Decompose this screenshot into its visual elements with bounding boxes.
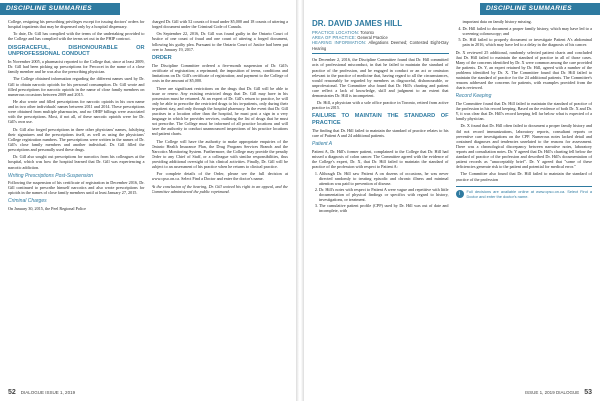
paragraph: Dr. X reviewed 25 additional, randomly selected patient charts and concluded that Dr. Hill failed to maintain the standard of practice in all of those cases. Many of the concerns identified by Dr. X were common among the care provided the patients. Dr. Y, an expert retained by Dr. Hill, agreed with a number of the problems identified by Dr. X. The Committee found that Dr. Hill failed to maintain the standard of practice for the 24 additional patients. The Committee's reasons addressed the concerns for patients, with examples provided from the charts reviewed. [455,49,592,91]
paragraph: In November 2005, a pharmacist reported to the College that, since at least 2009, Dr. Gill had been picking up prescriptions for Percocet in the name of a close family member and he was also the prescribing physician. [8,58,145,75]
paragraph: Dr. Gill also forged prescriptions in three other physicians' names, falsifying their signatures and the prescriptions itself, as well as using the physicians' College registration numbers. The prescriptions were written in the names of Dr. Gill's close family members and another individual. Dr. Gill filled the prescriptions and personally used these drugs. [8,126,145,153]
meta-value: Allegations Deemed; Contested Eight-Day Hearing [312,40,449,51]
decisions-note [456,186,593,200]
book-gutter [296,0,304,401]
left-columns [8,19,288,387]
page-number: 53 [584,389,592,396]
page-footer [312,389,592,397]
right-page [304,0,600,401]
paragraph: The finding that Dr. Hill failed to maintain the standard of practice relates to his care of Patient A and 24 additional patients. [312,127,449,138]
left-page [0,0,296,401]
paragraph: Dr. Gill also sought out prescriptions for narcotics from his colleagues at the hospital, which was how the hospital learned that Dr. Gill was experiencing a narcotic addiction. [8,154,145,170]
findings-list-continued [463,26,593,47]
paragraph: There are significant restrictions on the drugs that Dr. Gill will be able to issue or renew. Any existing restricted drugs that Dr. Gill may have in his possession must be returned. At an expert of Dr. Gill's return to practice, he will only be able to prescribe the restricted drugs to his in-patients, only during their in-patient stay, and only through the hospital pharmacy. In the event that Dr. Gill practises in a location other than the hospital, he must post a sign in a very language in which he provides services, outlining the list of drugs that he must not prescribe. The College must be informed of all practice locations and will have the authority to conduct unannounced inspections of his practice locations and patient charts. [151,85,288,137]
paragraph: Patient A, Dr. Hill's former patient, complained to the College that Dr. Hill had missed a diagnosis of colon cancer. The Committee agreed with the evidence of the College's expert, Dr. X, that Dr. Hill failed to maintain the standard of practice of the profession with respect to Patient A: [312,148,449,169]
section-heading: DISGRACEFUL, DISHONOURABLE OR UNPROFESSIONAL CONDUCT [8,44,145,57]
paragraph: Dr. Hill, a physician with a sole office practice in Toronto, retired from active practice in 2015. [312,100,449,111]
right-column-1 [312,19,449,387]
paragraph: On December 2, 2016, the Discipline Committee found that Dr. Hill committed acts of professional misconduct, in that he failed to maintain the standard of practice of the profession, and he engaged in conduct or an act or omission relevant to the practice of medicine that, having regard to all the circumstances, would reasonably be regarded by members as disgraceful, dishonourable, or unprofessional. The Committee also found that Dr. Hill's charting and patient care reflect a lack of knowledge, skill and judgment to an extent that demonstrates Dr. Hill is incompetent. [312,57,449,98]
paragraph: For complete details of the Order, please see the full decision at www.cpso.on.ca. Select Find a Doctor and enter the doctor's name. [151,171,288,182]
meta-value: General Practice [357,35,388,41]
left-column-1 [8,19,145,387]
list-item: 4. Dr. Hill failed to document a proper family history, which may have led to a screening colonoscopy; and [463,26,593,36]
divider [312,53,449,54]
subsection-heading: Patient A [312,141,333,148]
meta-label: HEARING INFORMATION: [312,40,367,46]
paragraph: The Committee found that Dr. Hill failed to maintain the standard of practice of the profession in his record keeping. Based on the evidence of both Dr. X and Dr. Y, it was clear that Dr. Hill's record keeping fell far below what is expected of a family physician. [455,100,592,122]
subsection-heading: Criminal Charges [8,198,47,205]
closing-note: At the conclusion of the hearing, Dr. Gill waived his right to an appeal, and the Committee administered the public reprimand. [151,183,288,194]
page-number: 52 [8,389,16,396]
list-item: 3. The cumulative patient profile (CPP) used by Dr. Hill was out of date and incomplete, with [319,203,449,213]
paragraph: To date, Dr. Gill has complied with the terms of the undertaking provided to the College and has complied with the terms set out in the PHIP contract. [8,31,145,42]
section-heading: ORDER [151,54,172,61]
physician-name: DR. DAVID JAMES HILL [312,19,403,28]
paragraph: Following the suspension of his certificate of registration in December 2016, Dr. Gill continued to prescribe himself narcotics and also wrote prescriptions for opioids in the names of close family members until at least January 27, 2015. [8,180,145,196]
findings-list [319,171,449,213]
note-text: Full decisions are available online at www.cpso.on.ca. Select Find a Doctor and enter the doctor's name. [466,188,592,199]
subsection-heading: Record Keeping [455,93,492,100]
findings-list-continued [463,19,593,24]
right-columns [312,19,592,387]
meta-label: AREA OF PRACTICE: [312,35,357,41]
section-tab: DISCIPLINE SUMMARIES [0,3,120,15]
section-heading: FAILURE TO MAINTAIN THE STANDARD OF PRACTICE [312,113,449,126]
list-item: 5. Dr. Hill failed to properly document or investigate Patient A's abdominal pain in 2016, which may have led to a delay in the diagnosis of his cancer. [463,37,593,47]
paragraph: On January 30, 2015, the Peel Regional Police [8,205,87,211]
paragraph: On September 22, 2016, Dr. Gill was found guilty in the Ontario Court of Justice of one count of fraud and one count of uttering a forged document, following his guilty plea. Pursuant to the Ontario Court of Justice had been put over to January 19, 2017. [151,31,288,52]
page-footer [8,389,288,397]
paragraph: charged Dr. Gill with 52 counts of fraud under $5,000 and 18 counts of uttering a forged document under the Criminal Code of Canada. [151,19,288,30]
paragraph: The College will have the authority to make appropriate enquiries of the Ontario Health Insurance Plan, the Drug Program Services Branch and the Narcotics Monitoring System. Furthermore, the College may provide the penalty Order to any Chief of Staff, or a colleague with similar responsibilities, thus providing additional oversight of his clinical activities. Finally, Dr. Gill will be subject to an assessment of his practice when he returns to clinical practice. [151,138,288,170]
subsection-heading: Writing Prescriptions Post-Suspension [8,172,94,179]
paragraph: The Committee also found that Dr. Hill failed to maintain the standard of practice of the profession [455,171,592,182]
paragraph: The Discipline Committee ordered a five-month suspension of Dr. Gill's certificate of registration; a reprimand; the imposition of terms, conditions and limitations on Dr. Gill's certificate of registration; and payment to the College of costs in the amount of $5,000. [151,62,288,84]
paragraph: The College obtained information regarding the different names used by Dr. Gill to obtain narcotic opioids for his personal consumption. Dr. Gill wrote and filled prescriptions for narcotic opioids in the name of close family members on numerous occasions between 2009 and 2015. [8,76,145,97]
info-icon: i [456,190,464,198]
section-tab: DISCIPLINE SUMMARIES [480,3,600,15]
paragraph: Dr. X found that Dr. Hill often failed to document a proper family history and did not record immunizations, laboratory reports, consultant reports or preventive care investigations on the CPP. Numerous notes lacked detail and contained diagnoses and tendencies unrelated to the reasons for assessment. There was a chronological discrepancy between narrative notes, laboratory reports and consultation notes. Dr. Y agreed that Dr. Hill's charting fell below the standard of practice of the profession and described Dr. Hill's documentation of patient records as "unacceptably brief". Dr. Y agreed that "some of these deficiencies generate risk to the patient and potential for medical error." [455,123,592,170]
list-item: 2. Dr. Hill's notes with respect to Patient A were vague and repetitive with little documentation of physical findings or specifics with regard to history, investigations, or treatment. [319,187,449,202]
footer-text: DIALOGUE ISSUE 1, 2019 [20,390,76,395]
right-column-2 [456,19,593,387]
paragraph: College, resigning his prescribing privileges except for issuing doctors' orders for hospital inpatients that may be dispensed only by a hospital dispensary. [8,19,145,30]
meta-label: PRACTICE LOCATION: [312,30,360,35]
list-item: important data on family history missing. [462,19,532,24]
footer-text: ISSUE 1, 2019 DIALOGUE [524,390,580,395]
list-item: 1. Although Dr. Hill saw Patient A on dozens of occasions, he was never directed randomly to treating episodic and chronic illness and minimal attention was paid to prevention of disease. [319,171,449,186]
paragraph: He also wrote and filled prescriptions for narcotic opioids in his own name and in two other individuals' names between 2011 and 2014. These prescriptions were obtained from multiple pharmacies, and no OHIP billings were associated with the prescriptions. Most, if not all, of these narcotic opioids were for Dr. Gill's own use. [8,99,145,125]
left-column-2 [152,19,289,387]
hearing-information [312,40,449,50]
meta-value: Toronto [360,30,374,35]
